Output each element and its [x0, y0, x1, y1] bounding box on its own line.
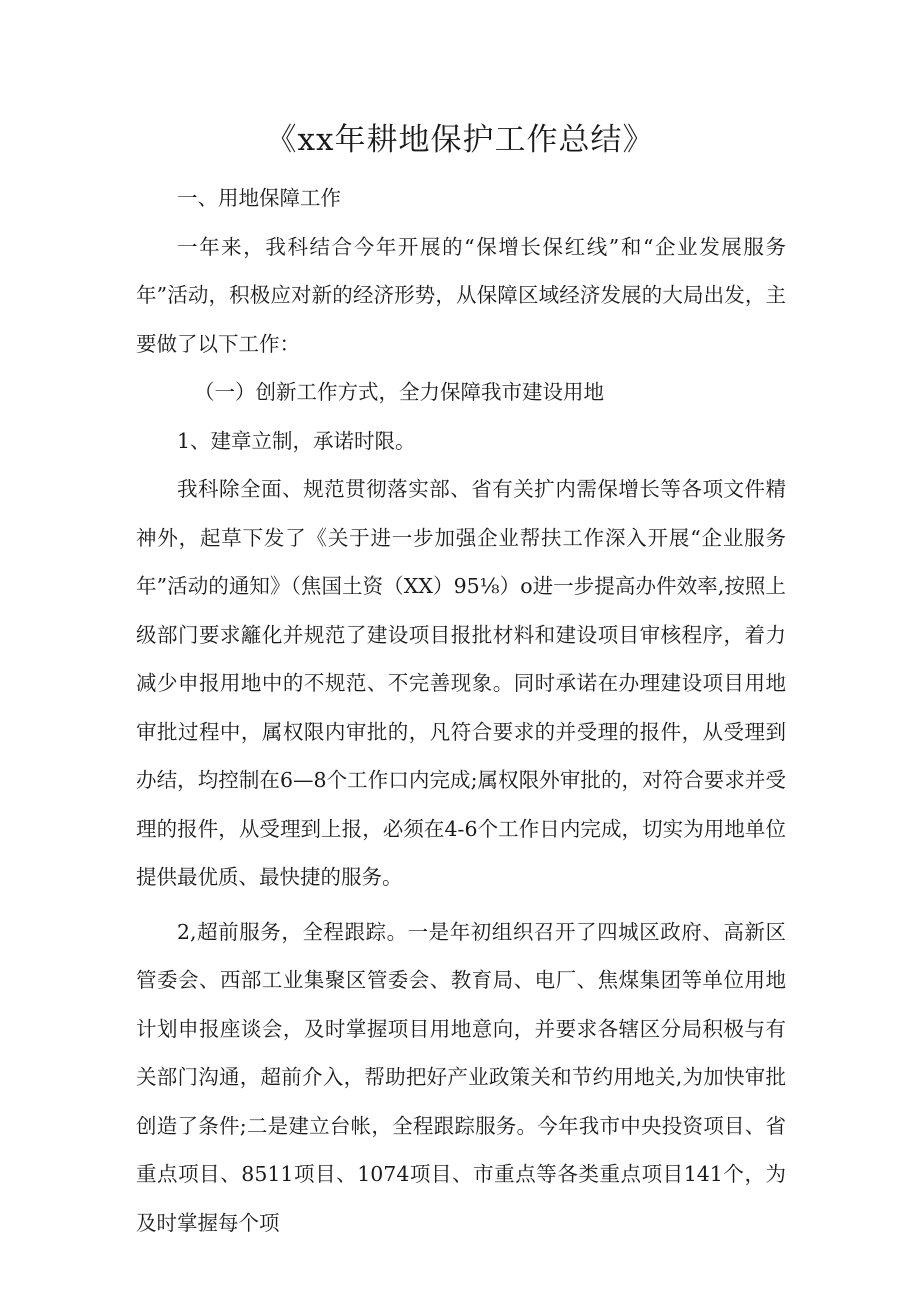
body-paragraph: 2,超前服务，全程跟踪。一是年初组织召开了四城区政府、高新区管委会、西部工业集聚区管委会、教育局、电厂、焦煤集团等单位用地计划申报座谈会，及时掌握项目用地意向，并要求各辖区分局积极与有关部门沟通，超前介入，帮助把好产业政策关和节约用地关,为加快审批创造了条件;二是建立台帐，全程跟踪服务。今年我市中央投资项目、省重点项目、8511项目、1074项目、市重点等各类重点项目141个，为及时掌握每个项: [136, 919, 786, 1235]
section-heading: 一、用地保障工作: [177, 186, 341, 210]
document-body: [136, 174, 786, 1247]
subsection-heading: （一）创新工作方式，全力保障我市建设用地: [194, 380, 604, 404]
body-paragraph: 我科除全面、规范贯彻落实部、省有关扩内需保增长等各项文件精神外，起草下发了《关于进一步加强企业帮扶工作深入开展“企业服务年”活动的通知》（焦国土资（XX）95⅛）o进一步提高办件效率,按照上级部门要求籬化并规范了建设项目报批材料和建设项目审核程序，着力减少申报用地中的不规范、不完善现象。同时承诺在办理建设项目用地审批过程中，属权限内审批的，凡符合要求的并受理的报件，从受理到办结，均控制在6—8个工作口内完成;属权限外审批的，对符合要求并受理的报件，从受理到上报，必须在4-6个工作日内完成，切实为用地单位提供最优质、最快捷的服务。: [136, 477, 786, 889]
item-heading: 1、建章立制，承诺时限。: [177, 428, 416, 453]
document-title: 《xx年耕地保护工作总结》: [265, 122, 655, 158]
body-paragraph: 一年来，我科结合今年开展的“保增长保红线”和“企业发展服务年”活动，积极应对新的经济形势，从保障区域经济发展的大局出发，主要做了以下工作：: [136, 234, 786, 356]
